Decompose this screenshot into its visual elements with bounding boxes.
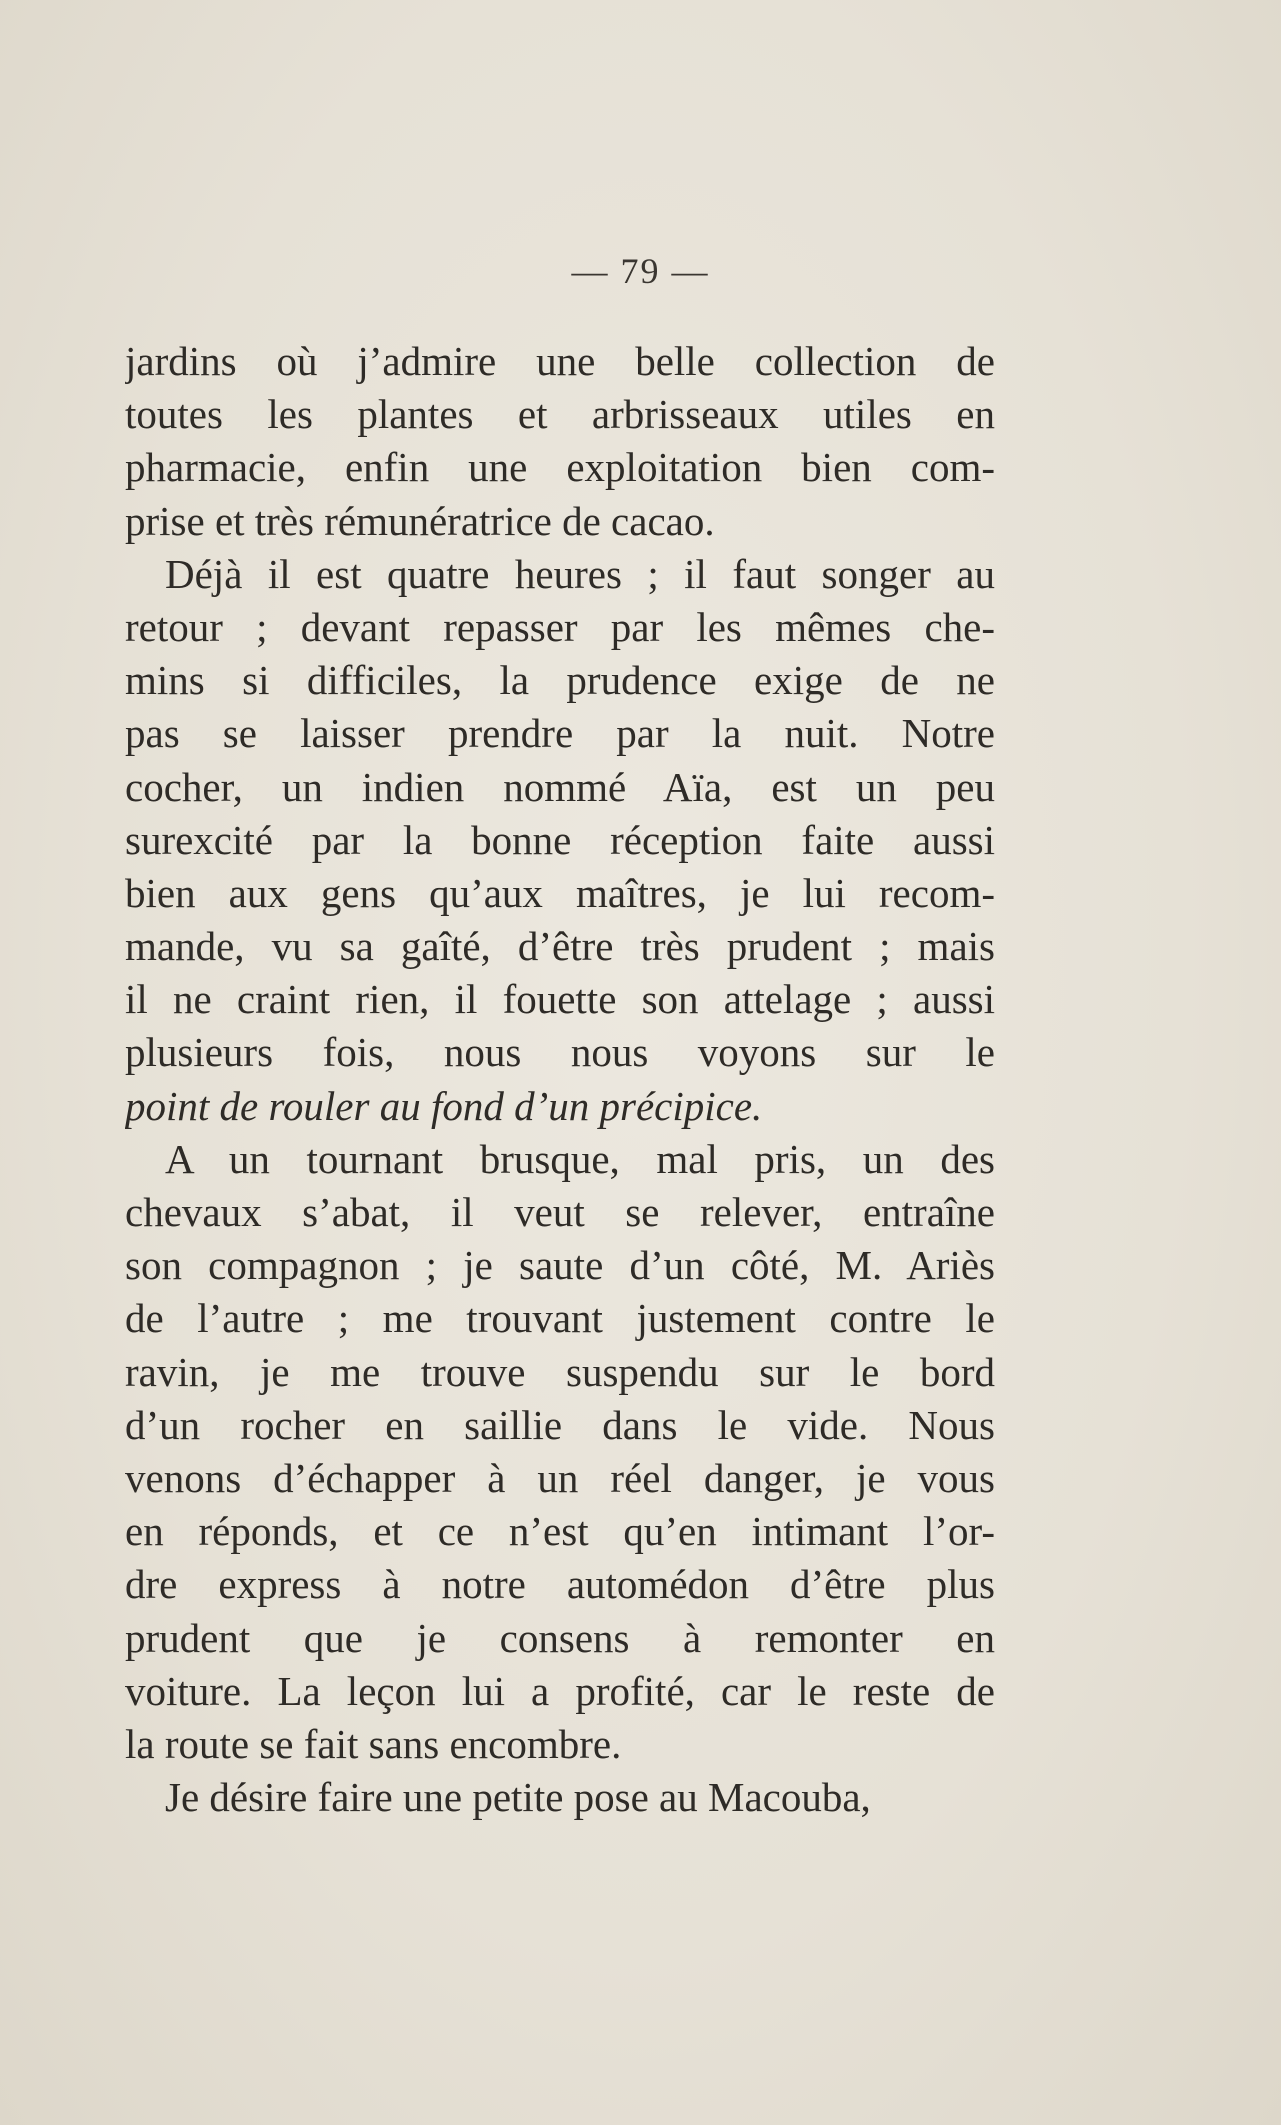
text-line: mins si difficiles, la prudence exige de ne xyxy=(125,657,995,704)
text-line: ravin, je me trouve suspendu sur le bord xyxy=(125,1348,995,1395)
text-line: prise et très rémunératrice de cacao. xyxy=(125,497,715,544)
text-line: dre express à notre automédon d’être plus xyxy=(125,1561,995,1608)
text-line: surexcité par la bonne réception faite aussi xyxy=(125,816,995,863)
text-line: toutes les plantes et arbrisseaux utiles en xyxy=(125,391,995,438)
text-line: il ne craint rien, il fouette son attelage ; aussi xyxy=(125,976,995,1023)
text-line: pas se laisser prendre par la nuit. Notre xyxy=(125,710,995,757)
text-line: la route se fait sans encombre. xyxy=(125,1720,622,1767)
text-line: point de rouler au fond d’un précipice. xyxy=(125,1082,763,1129)
text-line: de l’autre ; me trouvant justement contre le xyxy=(125,1295,995,1342)
text-line: son compagnon ; je saute d’un côté, M. Ariès xyxy=(125,1242,995,1289)
text-line: bien aux gens qu’aux maîtres, je lui recom- xyxy=(125,869,995,916)
text-line: prudent que je consens à remonter en xyxy=(125,1614,995,1661)
text-line: en réponds, et ce n’est qu’en intimant l’or- xyxy=(125,1508,995,1555)
text-line: voiture. La leçon lui a profité, car le reste de xyxy=(125,1667,995,1714)
text-line: cocher, un indien nommé Aïa, est un peu xyxy=(125,763,995,810)
text-line: pharmacie, enfin une exploitation bien com- xyxy=(125,444,995,491)
text-line: jardins où j’admire une belle collection de xyxy=(125,338,995,384)
text-line: A un tournant brusque, mal pris, un des xyxy=(165,1135,995,1182)
text-line: venons d’échapper à un réel danger, je vous xyxy=(125,1454,995,1501)
text-line: chevaux s’abat, il veut se relever, entraîne xyxy=(125,1189,995,1235)
text-line: retour ; devant repasser par les mêmes che- xyxy=(125,603,995,650)
page-number: — 79 — xyxy=(571,251,710,291)
text-line: Déjà il est quatre heures ; il faut songer au xyxy=(165,550,995,597)
text-line: plusieurs fois, nous nous voyons sur le xyxy=(125,1029,995,1076)
text-line: d’un rocher en saillie dans le vide. Nous xyxy=(125,1401,995,1448)
text-line: mande, vu sa gaîté, d’être très prudent ; mais xyxy=(125,923,995,970)
body-text xyxy=(125,335,995,1824)
text-line: Je désire faire une petite pose au Macouba, xyxy=(165,1774,871,1821)
